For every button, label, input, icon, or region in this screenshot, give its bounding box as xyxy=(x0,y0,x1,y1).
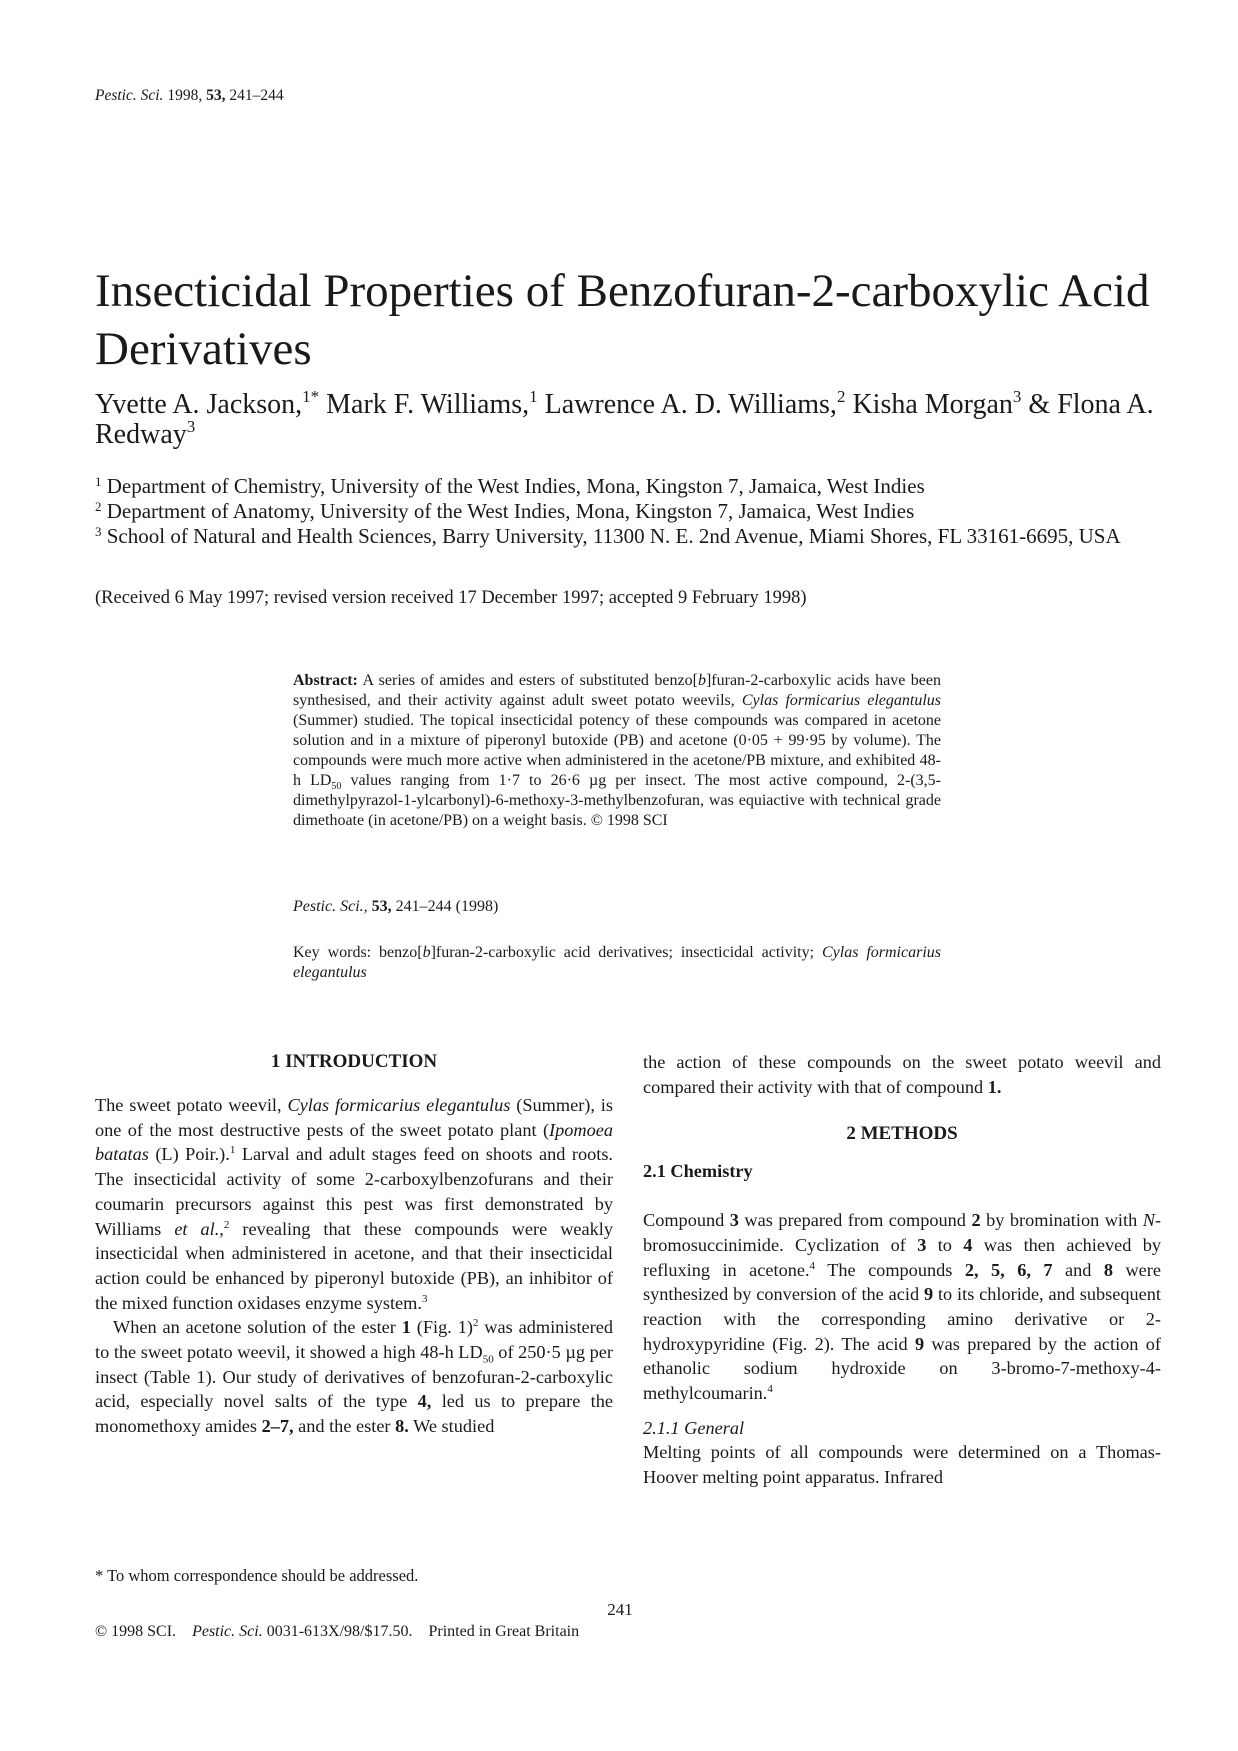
intro-paragraph-3: the action of these compounds on the sweet potato weevil and compared their activity with that of compound 1. xyxy=(643,1052,1161,1097)
abstract: Abstract: A series of amides and esters of substituted benzo[b]furan-2-carboxylic acids have been synthesised, and their activity against adult sweet potato weevils, Cylas formicarius elegantulus (Summer) studied. The topical insecticidal potency of these compounds was compared in acetone solution and in a mixture of piperonyl butoxide (PB) and acetone (0·05 + 99·95 by volume). The compounds were much more active when administered in the acetone/PB mixture, and exhibited 48-h $LD_{50}$ values ranging from 1·7 to 26·6 µg per insect. The most active compound, 2-(3,5-dimethylpyrazol-1-ylcarbonyl)-6-methoxy-3-methylbenzofuran, was equiactive with technical grade dimethoate (in acetone/PB) on a weight basis. © 1998 SCI xyxy=(293,672,942,829)
intro-paragraph-1: The sweet potato weevil, Cylas formicarius elegantulus (Summer), is one of the most destructive pests of the sweet potato plant (Ipomoea batatas (L) Poir.).$^1$ Larval and adult stages feed on shoots and roots. The insecticidal activity of some 2-carboxylbenzofurans and their coumarin precursors against this pest was first demonstrated by Williams et al.,$^2$ revealing that these compounds were weakly insecticidal when administered in acetone, and that their insecticidal action could be enhanced by piperonyl butoxide (PB), an inhibitor of the mixed function oxidases enzyme system.$^3$ xyxy=(95,1095,614,1313)
methods-paragraph-2: Melting points of all compounds were determined on a Thomas-Hoover melting point apparatus. Infrared xyxy=(643,1442,1161,1488)
section-heading-methods: 2 METHODS xyxy=(846,1123,958,1145)
left-column xyxy=(95,1050,613,1439)
author-list: Yvette A. Jackson,$^{1*}$ Mark F. Williams,$^1$ Lawrence A. D. Williams,$^2$ Kisha Morgan$^3$ & Flona A. Redway$^3$ xyxy=(95,387,1154,450)
abstract-label: Abstract: xyxy=(293,672,358,689)
affiliation-2: $^2$ Department of Anatomy, University of the West Indies, Mona, Kingston 7, Jamaica, West Indies xyxy=(95,499,915,523)
author-m-williams: Mark F. Williams, xyxy=(326,389,530,420)
subsection-heading-chemistry: 2.1 Chemistry xyxy=(643,1161,753,1182)
keywords: Key words: benzo[b]furan-2-carboxylic acid derivatives; insecticidal activity; Cylas formicarius elegantulus xyxy=(293,944,941,981)
journal-pages: 241–244 xyxy=(229,87,284,104)
journal-year: 1998, xyxy=(167,87,203,104)
right-column xyxy=(643,1050,1161,1490)
affiliation-1: $^1$ Department of Chemistry, University of the West Indies, Mona, Kingston 7, Jamaica, West Indies xyxy=(95,474,925,498)
paper-title: Insecticidal Properties of Benzofuran-2-carboxylic Acid Derivatives xyxy=(95,265,1150,375)
affiliations xyxy=(95,474,1175,549)
journal-volume: 53, xyxy=(206,87,226,104)
page-number: 241 xyxy=(607,1600,633,1619)
section-heading-introduction: 1 INTRODUCTION xyxy=(270,1051,438,1072)
correspondence-footnote: * To whom correspondence should be addressed. xyxy=(95,1566,419,1585)
author-redway: Flona A. Redway xyxy=(95,389,1154,450)
intro-paragraph-2: When an acetone solution of the ester 1 (Fig. 1)$^2$ was administered to the sweet potato weevil, it showed a high 48-h $LD_{50}$ of 250·5 µg per insect (Table 1). Our study of derivatives of benzofuran-2-carboxylic acid, especially novel salts of the type 4, led us to prepare the monomethoxy amides 2–7, and the ester 8. We studied xyxy=(95,1317,614,1437)
journal-name: Pestic. Sci. xyxy=(95,87,164,104)
methods-paragraph-1: Compound 3 was prepared from compound 2 by bromination with N-bromosuccinimide. Cyclization of 3 to 4 was then achieved by refluxing in acetone.$^4$ The compounds 2, 5, 6, 7 and 8 were synthesized by conversion of the acid 9 to its chloride, and subsequent reaction with the corresponding amino derivative or 2-hydroxypyridine (Fig. 2). The acid 9 was prepared by the action of ethanolic sodium hydroxide on 3-bromo-7-methoxy-4-methylcoumarin.$^4$ xyxy=(643,1210,1162,1404)
citation: Pestic. Sci., 53, 241–244 (1998) xyxy=(293,898,499,915)
running-head xyxy=(95,87,284,105)
subsubsection-heading-general: 2.1.1 General xyxy=(643,1417,745,1438)
affiliation-3: $^3$ School of Natural and Health Sciences, Barry University, 11300 N. E. 2nd Avenue, Miami Shores, FL 33161-6695, USA xyxy=(95,524,1121,548)
author-jackson: Yvette A. Jackson, xyxy=(95,389,303,420)
received-dates: (Received 6 May 1997; revised version received 17 December 1997; accepted 9 February 1998) xyxy=(95,588,807,608)
author-morgan: Kisha Morgan xyxy=(852,389,1013,420)
author-l-williams: Lawrence A. D. Williams, xyxy=(544,389,837,420)
copyright-line: © 1998 SCI. Pestic. Sci. 0031-613X/98/$17.50. Printed in Great Britain xyxy=(95,1623,580,1640)
